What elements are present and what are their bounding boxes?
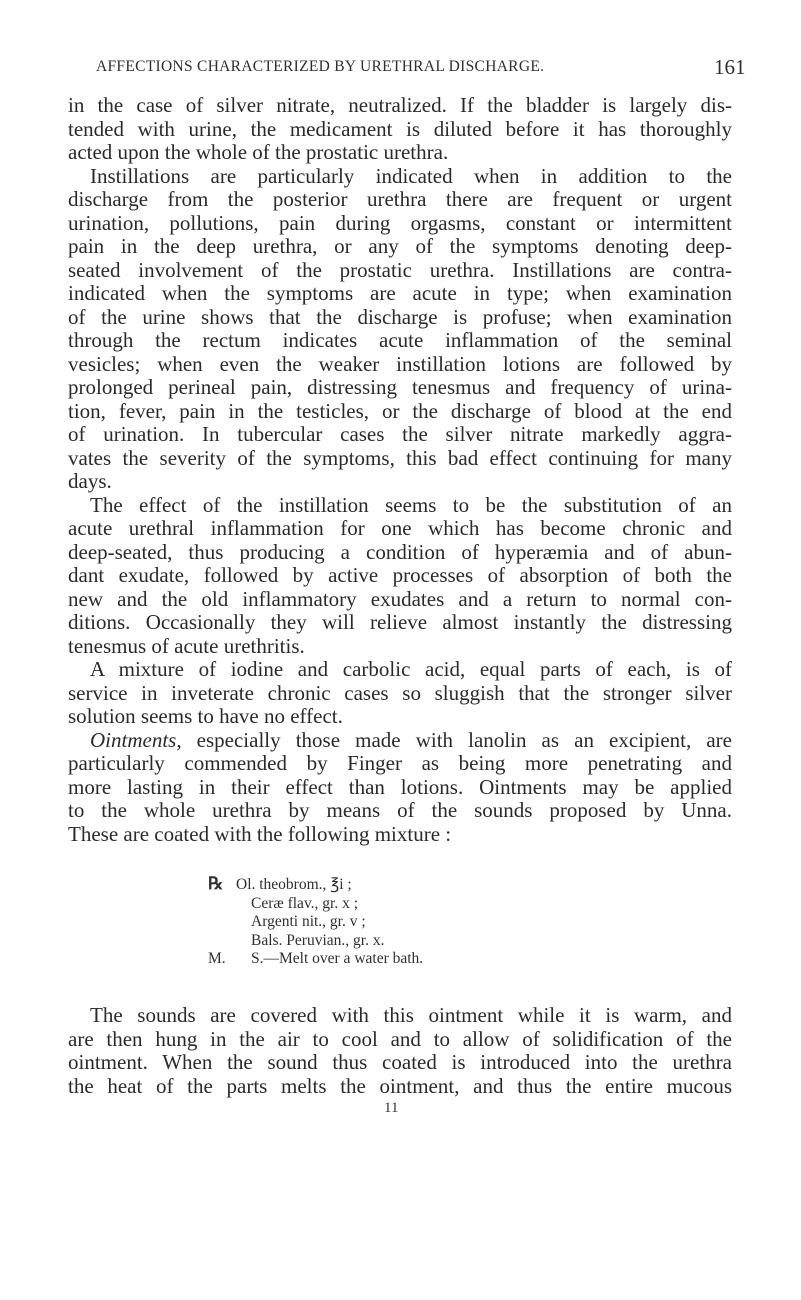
- text-line: vates the severity of the symptoms, this bad effect continuing for many: [68, 445, 732, 470]
- text-line: deep-seated, thus producing a condition of hyperæmia and of abun-: [68, 539, 732, 564]
- text-line: prolonged perineal pain, distressing tenesmus and frequency of urina-: [68, 375, 732, 399]
- text-line: of the urine shows that the discharge is profuse; when examination: [68, 304, 732, 329]
- signature-mark: 11: [384, 1100, 399, 1116]
- text-line: are then hung in the air to cool and to allow of solidification of the: [68, 1026, 732, 1051]
- text-line: seated involvement of the prostatic urethra. Instillations are contra-: [68, 257, 732, 282]
- text-line: indicated when the symptoms are acute in type; when examination: [68, 281, 732, 305]
- text-line: in the case of silver nitrate, neutralized. If the bladder is largely dis-: [68, 93, 732, 117]
- text-line: dant exudate, followed by active processes of absorption of both the: [68, 563, 732, 587]
- text-line: urination, pollutions, pain during orgasms, constant or intermittent: [68, 210, 732, 235]
- text-line: ointment. When the sound thus coated is introduced into the urethra: [68, 1050, 732, 1074]
- text-line: The sounds are covered with this ointment while it is warm, and: [90, 1003, 732, 1027]
- text-line: A mixture of iodine and carbolic acid, equal parts of each, is of: [90, 657, 732, 681]
- text-line: particularly commended by Finger as being more penetrating and: [68, 751, 732, 775]
- text-line: tenesmus of acute urethritis.: [68, 633, 305, 658]
- italic-term: Ointments: [90, 727, 177, 752]
- text-line: solution seems to have no effect.: [68, 704, 343, 728]
- text-line: new and the old inflammatory exudates and a return to normal con-: [68, 586, 732, 611]
- text-line: [68, 729, 732, 753]
- text-line: days.: [68, 469, 112, 493]
- text-line: tended with urine, the medicament is diluted before it has thoroughly: [68, 116, 732, 141]
- text-line: These are coated with the following mixture :: [68, 821, 452, 846]
- text-line: service in inveterate chronic cases so sluggish that the stronger silver: [68, 680, 732, 705]
- text-line: vesicles; when even the weaker instillation lotions are followed by: [68, 351, 732, 376]
- text-line: discharge from the posterior urethra there are frequent or urgent: [68, 187, 732, 211]
- text-line: pain in the deep urethra, or any of the symptoms denoting deep-: [68, 234, 732, 258]
- text-line: acute urethral inflammation for one which has become chronic and: [68, 516, 732, 540]
- text-line: more lasting in their effect than lotions. Ointments may be applied: [68, 774, 732, 799]
- text-line: ditions. Occasionally they will relieve almost instantly the distressing: [68, 610, 732, 634]
- text-line-rest: , especially those made with lanolin as an excipient, are: [176, 727, 732, 752]
- running-title: AFFECTIONS CHARACTERIZED BY URETHRAL DISCHARGE.: [96, 58, 545, 75]
- prescription-line: Ceræ flav., gr. x ;: [251, 894, 359, 912]
- text-line: of urination. In tubercular cases the silver nitrate markedly aggra-: [68, 422, 732, 446]
- text-line: the heat of the parts melts the ointment, and thus the entire mucous: [68, 1073, 732, 1098]
- running-header: [96, 55, 746, 79]
- recipe-symbol: ℞: [208, 874, 224, 893]
- body-text-top: [68, 94, 732, 846]
- text-line: The effect of the instillation seems to be the substitution of an: [90, 492, 732, 517]
- text-line: Instillations are particularly indicated when in addition to the: [90, 163, 732, 188]
- text-line: through the rectum indicates acute inflammation of the seminal: [68, 328, 732, 352]
- prescription-line: Argenti nit., gr. v ;: [251, 913, 366, 931]
- text-line: tion, fever, pain in the testicles, or the discharge of blood at the end: [68, 398, 732, 423]
- page-number: 161: [714, 55, 746, 79]
- body-text-bottom: [68, 1004, 732, 1098]
- prescription-line: Bals. Peruvian., gr. x.: [251, 931, 385, 949]
- prescription-method: M. S.—Melt over a water bath.: [208, 950, 424, 968]
- prescription-block: [208, 875, 423, 969]
- text-line: acted upon the whole of the prostatic urethra.: [68, 140, 449, 164]
- text-line: to the whole urethra by means of the sounds proposed by Unna.: [68, 798, 732, 822]
- prescription-line: ℞ Ol. theobrom., ℥i ;: [208, 874, 352, 893]
